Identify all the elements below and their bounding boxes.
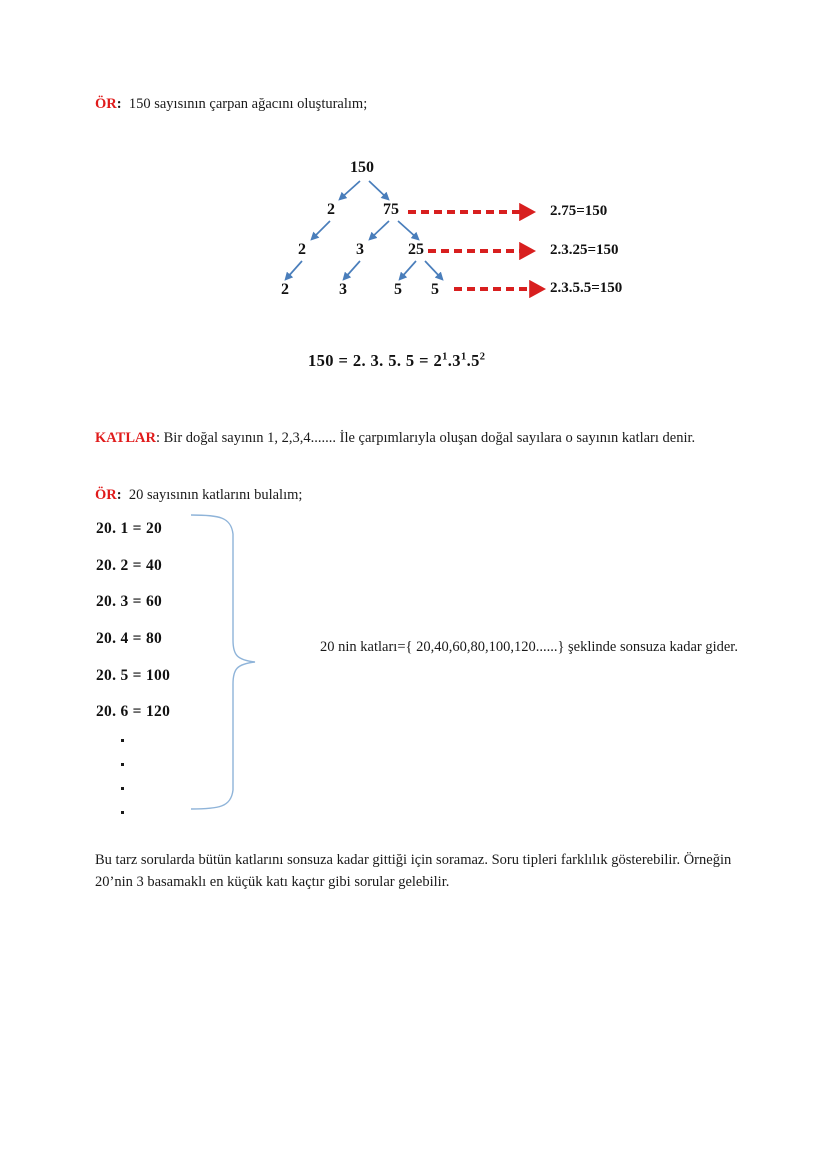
factor-tree-diagram <box>270 155 690 315</box>
tree-node-l2-1: 75 <box>383 201 399 218</box>
tree-node-l4-0: 2 <box>281 281 289 298</box>
katlar-definition-block <box>95 427 735 449</box>
katlar-colon: : <box>155 430 160 446</box>
prime-factorization-formula <box>308 351 485 371</box>
formula-prime-3: 3 <box>452 351 461 370</box>
tree-node-l4-1: 3 <box>339 281 347 298</box>
tree-node-l3-2: 25 <box>408 241 424 258</box>
formula-equals-2: = <box>419 351 429 370</box>
formula-exp-2: 1 <box>442 351 448 363</box>
grouping-brace <box>185 512 260 812</box>
tree-node-root: 150 <box>350 159 374 176</box>
formula-dot-1: . <box>447 351 453 370</box>
tree-node-l4-2: 5 <box>394 281 402 298</box>
closing-paragraph: Bu tarz sorularda bütün katlarını sonsuza kadar gittiği için soramaz. Soru tipleri farklılık gösterebilir. Örneğin 20’nin 3 basamaklı en küçük katı kaçtır gibi sorular gelebilir. <box>95 852 732 890</box>
continuation-dot-4 <box>121 811 124 814</box>
example-2-heading <box>95 487 302 504</box>
example-2-label: ÖR <box>95 487 117 503</box>
continuation-dot-2 <box>121 763 124 766</box>
tree-node-l2-0: 2 <box>327 201 335 218</box>
factor-tree-arrows <box>270 155 690 315</box>
formula-expansion: 2. 3. 5. 5 <box>352 351 415 370</box>
example-1-colon: : <box>116 96 122 112</box>
formula-prime-5: 5 <box>471 351 480 370</box>
formula-prime-2: 2 <box>433 351 443 370</box>
katlar-label: KATLAR <box>95 430 156 446</box>
tree-node-l3-1: 3 <box>356 241 364 258</box>
formula-exp-3: 1 <box>460 351 467 363</box>
tree-side-label-3: 2.3.5.5=150 <box>550 280 623 296</box>
multiple-equation-3: 20. 3 = 60 <box>96 593 163 610</box>
multiples-note: 20 nin katları={ 20,40,60,80,100,120......} şeklinde sonsuza kadar gider. <box>320 639 738 655</box>
continuation-dot-3 <box>121 787 124 790</box>
multiple-equation-6: 20. 6 = 120 <box>96 703 171 720</box>
example-1-heading <box>95 96 367 113</box>
tree-side-label-1: 2.75=150 <box>550 203 608 219</box>
example-1-text: 150 sayısının çarpan ağacını oluşturalım; <box>128 96 368 112</box>
example-2-colon: : <box>116 487 122 503</box>
formula-lhs: 150 <box>308 351 334 370</box>
tree-node-l3-0: 2 <box>298 241 306 258</box>
formula-equals-1: = <box>338 351 349 370</box>
tree-node-l4-3: 5 <box>431 281 439 298</box>
multiple-equation-5: 20. 5 = 100 <box>96 667 171 684</box>
multiple-equation-4: 20. 4 = 80 <box>96 630 163 647</box>
multiple-equation-2: 20. 2 = 40 <box>96 557 163 574</box>
formula-exp-5: 2 <box>479 351 486 363</box>
multiple-equation-1: 20. 1 = 20 <box>96 520 163 537</box>
tree-side-label-2: 2.3.25=150 <box>550 242 619 258</box>
example-2-text: 20 sayısının katlarını bulalım; <box>128 487 303 503</box>
katlar-definition-text: Bir doğal sayının 1, 2,3,4....... İle çarpımlarıyla oluşan doğal sayılara o sayının katları denir. <box>160 430 696 446</box>
formula-dot-2: . <box>466 351 472 370</box>
example-1-label: ÖR <box>95 96 117 112</box>
continuation-dot-1 <box>121 739 124 742</box>
